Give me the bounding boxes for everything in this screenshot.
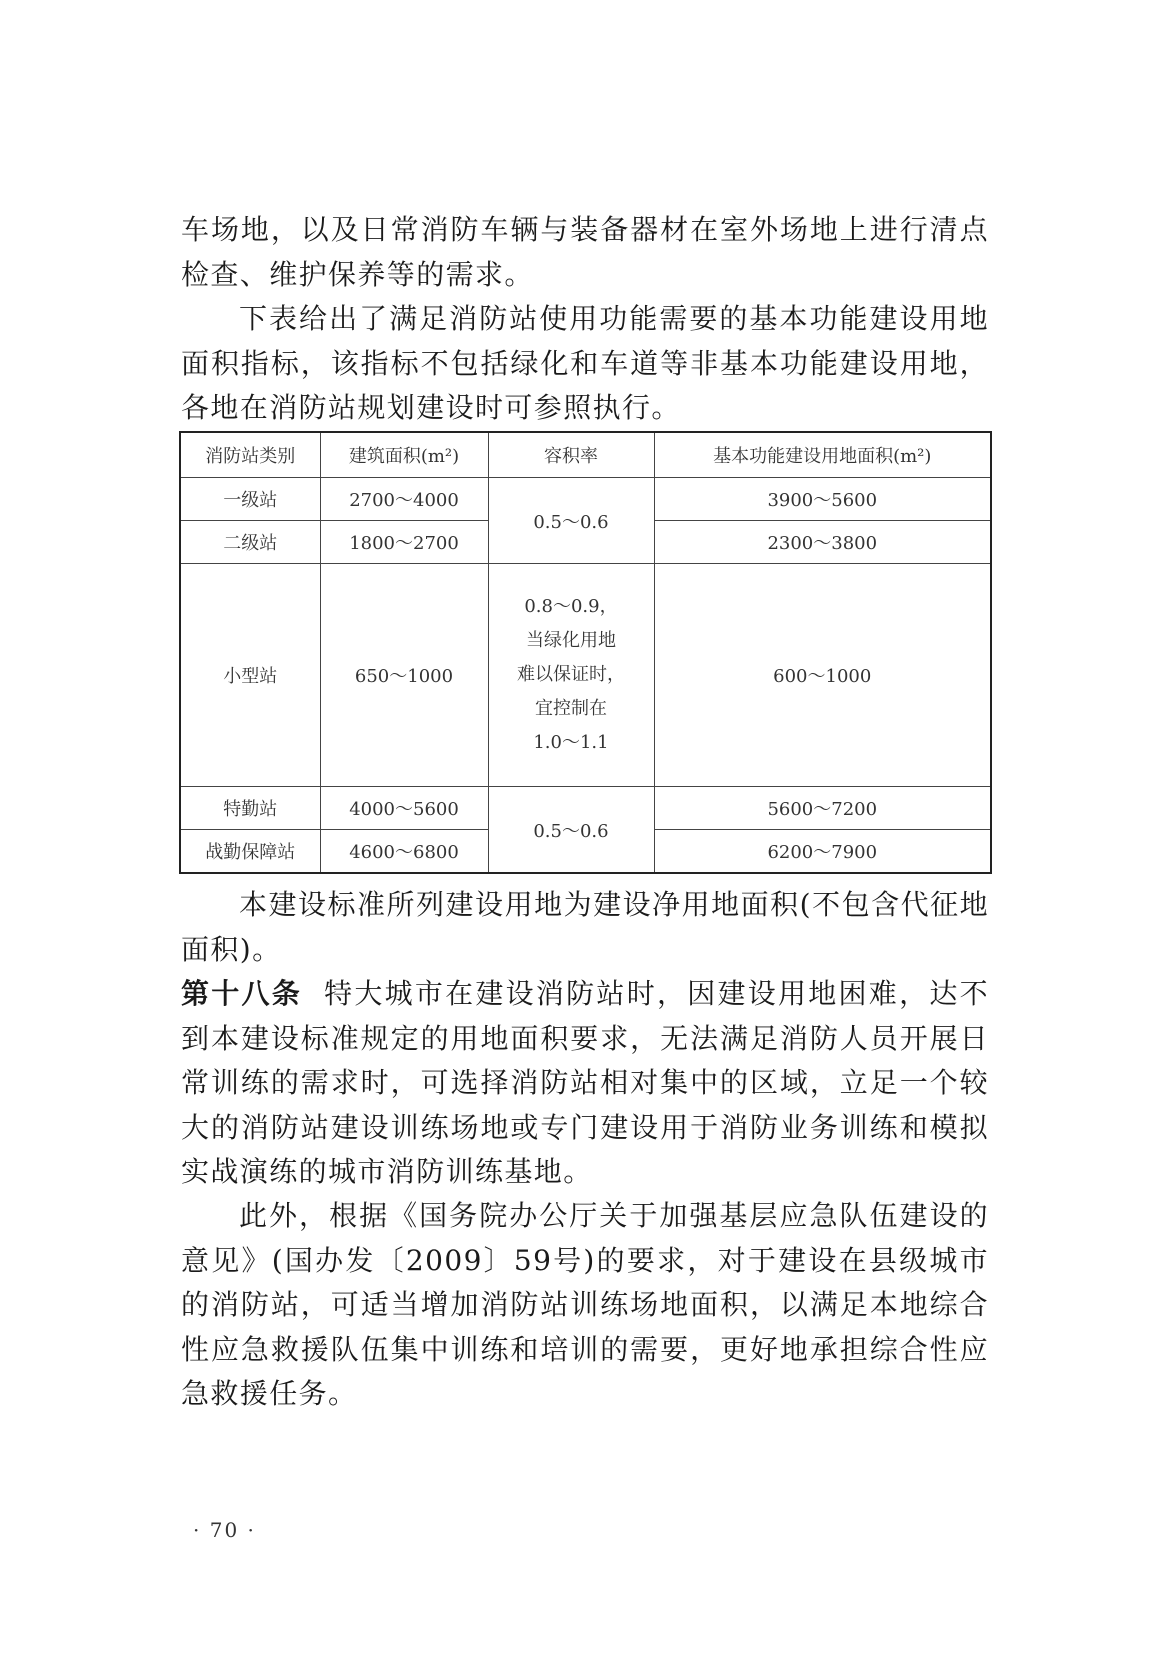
header-plot-ratio: 容积率 — [488, 432, 654, 478]
table-row — [180, 787, 991, 830]
ratio-line: 宜控制在 — [535, 698, 607, 719]
page-number: · 70 · — [193, 1518, 256, 1542]
cell-category: 战勤保障站 — [180, 830, 320, 874]
table-row — [180, 478, 991, 521]
station-land-area-table — [179, 431, 992, 874]
cell-building-area: 650～1000 — [320, 564, 488, 787]
ratio-line: 1.0～1.1 — [533, 732, 609, 753]
article-label: 第十八条 — [181, 977, 303, 1010]
header-category: 消防站类别 — [180, 432, 320, 478]
cell-land-area: 2300～3800 — [654, 521, 991, 564]
cell-building-area: 4600～6800 — [320, 830, 488, 874]
cell-category: 二级站 — [180, 521, 320, 564]
cell-building-area: 1800～2700 — [320, 521, 488, 564]
paragraph-county-stations: 此外，根据《国务院办公厅关于加强基层应急队伍建设的意见》(国办发〔2009〕59号)的要求，对于建设在县级城市的消防站，可适当增加消防站训练场地面积，以满足本地综合性应急救援队伍集中训练和培训的需要，更好地承担综合性应急救援任务。 — [181, 1199, 989, 1410]
ratio-line: 当绿化用地 — [526, 630, 616, 651]
cell-land-area: 3900～5600 — [654, 478, 991, 521]
header-land-area: 基本功能建设用地面积(m²) — [654, 432, 991, 478]
cell-category: 特勤站 — [180, 787, 320, 830]
cell-building-area: 2700～4000 — [320, 478, 488, 521]
cell-category: 一级站 — [180, 478, 320, 521]
cell-plot-ratio: 0.5～0.6 — [488, 478, 654, 564]
paragraph-net-land-note: 本建设标准所列建设用地为建设净用地面积(不包含代征地面积)。 — [181, 888, 989, 966]
paragraph-article-18 — [181, 972, 989, 1195]
header-building-area: 建筑面积(m²) — [320, 432, 488, 478]
cell-land-area: 5600～7200 — [654, 787, 991, 830]
cell-land-area: 6200～7900 — [654, 830, 991, 874]
paragraph-continuation: 车场地，以及日常消防车辆与装备器材在室外场地上进行清点检查、维护保养等的需求。 — [181, 213, 989, 291]
paragraph-table-intro: 下表给出了满足消防站使用功能需要的基本功能建设用地面积指标，该指标不包括绿化和车道等非基本功能建设用地，各地在消防站规划建设时可参照执行。 — [181, 302, 989, 424]
ratio-line: 难以保证时， — [517, 664, 625, 685]
ratio-line: 0.8～0.9， — [524, 596, 618, 617]
cell-plot-ratio-small — [488, 564, 654, 787]
cell-category: 小型站 — [180, 564, 320, 787]
cell-building-area: 4000～5600 — [320, 787, 488, 830]
table-header-row — [180, 432, 991, 478]
cell-land-area: 600～1000 — [654, 564, 991, 787]
article-text: 特大城市在建设消防站时，因建设用地困难，达不到本建设标准规定的用地面积要求，无法满足消防人员开展日常训练的需求时，可选择消防站相对集中的区域，立足一个较大的消防站建设训练场地或专门建设用于消防业务训练和模拟实战演练的城市消防训练基地。 — [181, 977, 989, 1188]
table-row — [180, 564, 991, 787]
cell-plot-ratio: 0.5～0.6 — [488, 787, 654, 874]
